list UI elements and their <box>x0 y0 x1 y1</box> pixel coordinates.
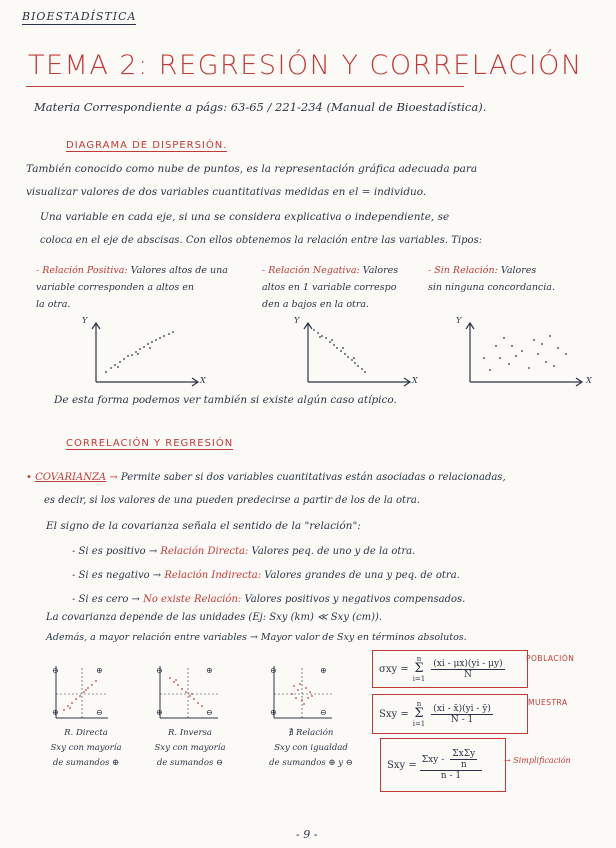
quadrant-sign: ⊕ <box>270 708 277 717</box>
axis-y-label: Y <box>294 316 300 325</box>
page-title: TEMA 2: REGRESIÓN Y CORRELACIÓN <box>28 50 583 81</box>
subject-header: BIOESTADÍSTICA <box>22 10 137 23</box>
quadrant-sign: ⊖ <box>270 666 277 675</box>
type-text: la otra. <box>36 299 71 310</box>
section-heading-correlation: CORRELACIÓN Y REGRESIÓN <box>66 438 234 449</box>
quadrant-sign: ⊖ <box>52 666 59 675</box>
text-line: visualizar valores de dos variables cuantitativas medidas en el = individuo. <box>26 186 427 198</box>
formula-population: σxy = n Σ i=1 $\frac{(xi - \mu x)(yi - \mu y)}{N}$ <box>372 650 528 688</box>
covariance-label: COVARIANZA <box>35 472 107 483</box>
type-text: den a bajos en la otra. <box>262 299 370 310</box>
units-note: La covarianza depende de las unidades (Ej: Sxy (km) ≪ Sxy (cm)). <box>46 612 383 623</box>
formula-tag-population: POBLACIÓN <box>526 654 575 663</box>
type-label: - Sin Relación: <box>428 265 498 276</box>
scatter-negative-svg <box>292 318 422 388</box>
quadrant-sign: ⊕ <box>52 708 59 717</box>
caption-none: ∄ Relación Sxy con igualdad de sumandos ⊕ y ⊖ <box>269 728 353 768</box>
sign-list <box>72 540 602 612</box>
formula-simplified: Sxy = Σxy - $\frac{\text{ΣxΣy}}{n}$ n - 1 <box>380 738 506 792</box>
quadrant-sign: ⊖ <box>320 708 327 717</box>
text-line: coloca en el eje de abscisas. Con ellos obtenemos la relación entre las variables. Tipos: <box>40 235 483 246</box>
scatter-positive <box>80 318 210 388</box>
text-segment: Permite saber si dos variables cuantitativas están asociadas o relacionadas, <box>120 472 506 483</box>
quadrant-sign: ⊖ <box>206 708 213 717</box>
covariance-paragraph <box>26 466 610 512</box>
dispersion-paragraph-2 <box>40 206 612 252</box>
axis-y-label: Y <box>82 316 88 325</box>
fraction: $\frac{(xi - x̄)(yi - ȳ)}{N - 1}$ <box>433 703 491 725</box>
magnitude-note: Además, a mayor relación entre variables → Mayor valor de Sxy en términos absolutos. <box>46 632 467 643</box>
title-underline <box>26 86 464 87</box>
quadrant-sign: ⊖ <box>156 666 163 675</box>
type-negative <box>262 262 432 313</box>
formula-tag-simplified: → Simplificación <box>504 756 571 765</box>
text-line: También conocido como nube de puntos, es la representación gráfica adecuada para <box>26 163 478 175</box>
sum-operator: n Σ i=1 <box>412 700 426 728</box>
type-text: Valores altos de una <box>130 265 228 276</box>
fraction: $\frac{(xi - \mu x)(yi - \mu y)}{N}$ <box>433 658 503 680</box>
type-none <box>428 262 608 296</box>
scatter-none-svg <box>454 318 594 388</box>
arrow: → <box>109 472 118 483</box>
caption-direct: R. Directa Sxy con mayoría de sumandos ⊕ <box>50 728 122 768</box>
type-text: altos en 1 variable correspo <box>262 282 397 293</box>
sign-item: - Si es positivo → Relación Directa: Valores peq. de uno y de la otra. <box>72 546 416 557</box>
axis-x-label: X <box>200 376 206 385</box>
materia-reference: Materia Correspondiente a págs: 63-65 / 221-234 (Manual de Bioestadística). <box>34 100 487 114</box>
quadrant-sign: ⊖ <box>96 708 103 717</box>
type-positive <box>36 262 256 313</box>
dispersion-paragraph-1 <box>26 158 606 204</box>
caption-inverse: R. Inversa Sxy con mayoría de sumandos ⊖ <box>154 728 226 768</box>
type-label: - Relación Negativa: <box>262 265 360 276</box>
text-line: es decir, si los valores de una pueden predecirse a partir de los de la otra. <box>44 495 420 506</box>
type-text: variable corresponden a altos en <box>36 282 194 293</box>
quadrant-sign: ⊕ <box>320 666 327 675</box>
section-heading-dispersion: DIAGRAMA DE DISPERSIÓN. <box>66 140 228 151</box>
type-text: sin ninguna concordancia. <box>428 282 555 293</box>
quadrant-sign: ⊕ <box>96 666 103 675</box>
page-number: - 9 - <box>296 828 318 841</box>
text-line: Una variable en cada eje, si una se considera explicativa o independiente, se <box>40 211 450 223</box>
sign-item: - Si es negativo → Relación Indirecta: Valores grandes de una y peq. de otra. <box>72 570 460 581</box>
type-text: Valores <box>362 265 399 276</box>
sum-operator: n Σ i=1 <box>412 655 426 683</box>
scatter-positive-svg <box>80 318 210 388</box>
formula-tag-sample: MUESTRA <box>528 698 568 707</box>
formula-sample: Sxy = n Σ i=1 $\frac{(xi - x̄)(yi - ȳ)}{N - 1}$ <box>372 694 528 734</box>
type-label: - Relación Positiva: <box>36 265 128 276</box>
sign-intro: El signo de la covarianza señala el sentido de la "relación": <box>46 520 361 532</box>
text-line: • COVARIANZA → Permite saber si dos variables cuantitativas están asociadas o relacionadas, <box>26 472 506 483</box>
quadrant-sign: ⊕ <box>206 666 213 675</box>
type-text: Valores <box>500 265 537 276</box>
axis-x-label: X <box>586 376 592 385</box>
quadrant-sign: ⊕ <box>156 708 163 717</box>
scatter-none <box>454 318 594 388</box>
axis-y-label: Y <box>456 316 462 325</box>
axis-x-label: X <box>412 376 418 385</box>
fraction: Σxy - $\frac{\text{ΣxΣy}}{n}$ n - 1 <box>420 749 482 781</box>
scatter-negative <box>292 318 422 388</box>
sign-item: - Si es cero → No existe Relación: Valores positivos y negativos compensados. <box>72 594 466 605</box>
atypical-note: De esta forma podemos ver también si existe algún caso atípico. <box>54 394 397 406</box>
